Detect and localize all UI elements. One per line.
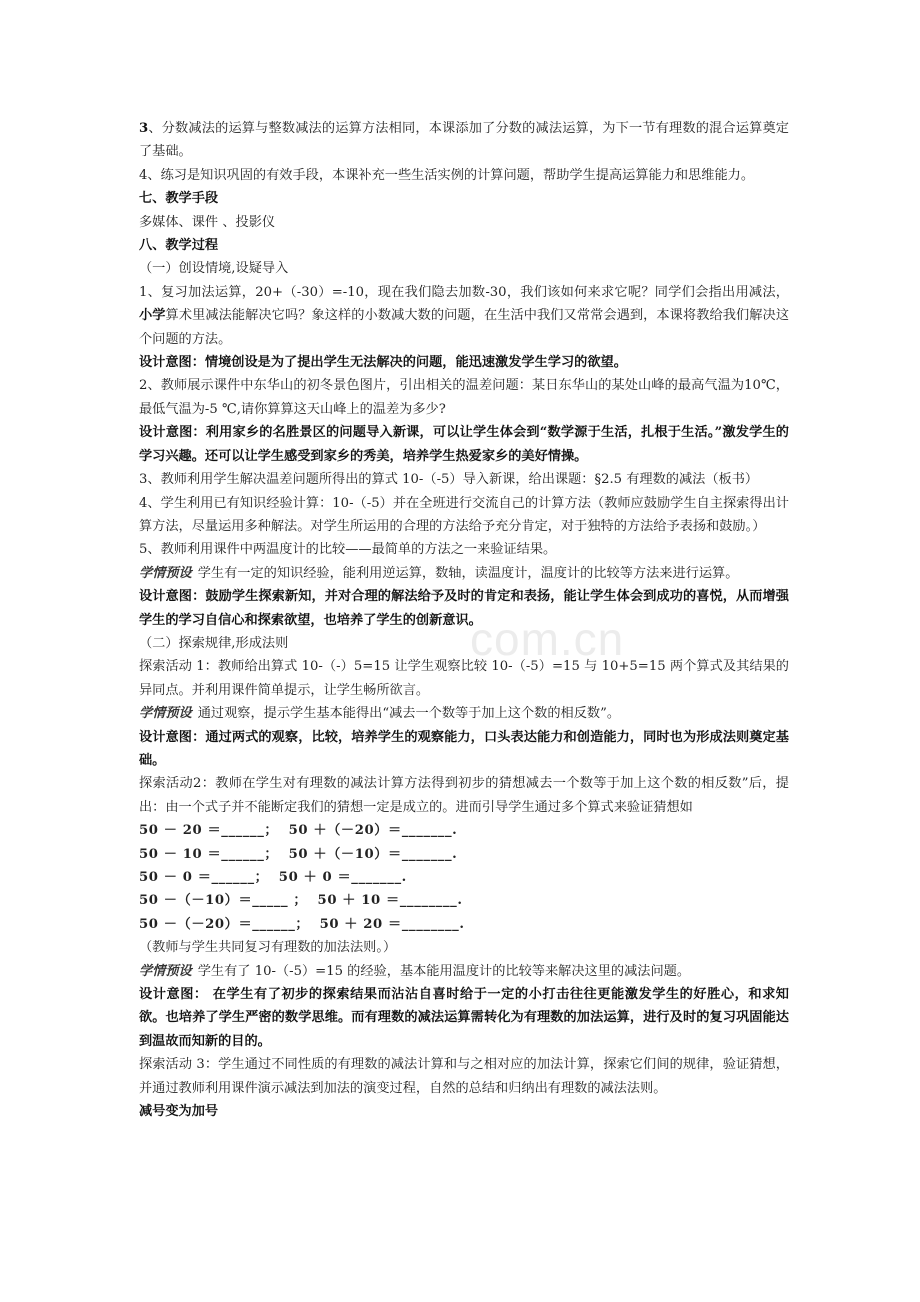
design-intent: 设计意图：鼓励学生探索新知，并对合理的解法给予及时的肯定和表扬，能让学生体会到成功的喜悦，从而增强学生的学习自信心和探索欲望，也培养了学生的创新意识。: [139, 589, 789, 628]
paragraph: 探索活动 3：学生通过不同性质的有理数的减法计算和与之相对应的加法计算，探索它们间的规律，验证猜想，并通过教师利用课件演示减法到加法的演变过程，自然的总结和归纳出有理数的减法法则。: [139, 1057, 789, 1096]
exercise-expression: 50 －（－10）＝_____ ； 50 ＋ 10 ＝________.: [139, 893, 463, 909]
prediction-text: 学生有一定的知识经验，能利用逆运算，数轴，读温度计，温度计的比较等方法来进行运算。: [197, 565, 739, 581]
paragraph: （一）创设情境,设疑导入: [139, 261, 289, 277]
learning-prediction: [139, 562, 789, 585]
paragraph: 3、教师利用学生解决温差问题所得出的算式 10-（-5）导入新课，给出课题：§2.5 有理数的减法（板书）: [139, 472, 759, 488]
design-intent: 设计意图：情境创设是为了提出学生无法解决的问题，能迅速激发学生学习的欲望。: [139, 355, 627, 371]
paragraph: 多媒体、课件 、投影仪: [139, 214, 276, 230]
learning-prediction: [139, 702, 789, 725]
paragraph-segment: 算术里减法能解决它吗？象这样的小数减大数的问题，在生活中我们又常常会遇到，本课将教给我们解决这个问题的方法。: [139, 308, 790, 347]
section-heading: 八、教学过程: [139, 238, 219, 254]
exercise-expression: 50 － 20 ＝______； 50 ＋（－20）＝_______.: [139, 823, 458, 839]
exercise-expression: 50 － 0 ＝______； 50 ＋ 0 ＝_______.: [139, 870, 407, 885]
design-intent: 设计意图：利用家乡的名胜景区的问题导入新课，可以让学生体会到“数学源于生活，扎根于生活。”激发学生的学习兴趣。还可以让学生感受到家乡的秀美，培养学生热爱家乡的美好情操。: [139, 425, 789, 464]
paragraph: （二）探索规律,形成法则: [139, 635, 289, 651]
learning-prediction: [139, 960, 789, 983]
section-heading: 七、教学手段: [139, 191, 219, 207]
design-intent: 设计意图： 在学生有了初步的探索结果而沾沾自喜时给于一定的小打击往往更能激发学生的好胜心，和求知欲。也培养了学生严密的数学思维。而有理数的减法运算需转化为有理数的加法运算，进行及时的复习巩固能达到温故而知新的目的。: [139, 987, 789, 1049]
watermark: com.cn: [470, 613, 625, 665]
paragraph: 探索活动 1：教师给出算式 10-（-）5=15 让学生观察比较 10-（-5）=15 与 10+5=15 两个算式及其结果的异同点。并利用课件简单提示，让学生畅所欲言。: [139, 659, 789, 698]
paragraph-segment: 1、复习加法运算，20+（-30）=-10，现在我们隐去加数-30，我们该如何来求它呢？同学们会指出用减法，: [139, 284, 789, 300]
paragraph: [139, 117, 789, 164]
prediction-label: 学情预设: [139, 706, 192, 722]
prediction-text: 通过观察，提示学生基本能得出“减去一个数等于加上这个数的相反数”。: [197, 706, 621, 722]
paragraph: 4、练习是知识巩固的有效手段，本课补充一些生活实例的计算问题，帮助学生提高运算能力和思维能力。: [139, 167, 755, 183]
paragraph: 2、教师展示课件中东华山的初冬景色图片，引出相关的温差问题：某日东华山的某处山峰的最高气温为10℃，最低气温为-5 ℃,请你算算这天山峰上的温差为多少?: [139, 378, 789, 417]
paragraph-segment: 小学: [139, 308, 166, 324]
paragraph: 5、教师利用课件中两温度计的比较——最简单的方法之一来验证结果。: [139, 542, 557, 558]
document-body: [139, 117, 789, 1123]
exercise-expression: 50 － 10 ＝______； 50 ＋（－10）＝_______.: [139, 846, 458, 862]
prediction-label: 学情预设: [139, 963, 192, 979]
exercise-expression: 50 －（－20）＝______； 50 ＋ 20 ＝________.: [139, 916, 465, 932]
paragraph: 探索活动2：教师在学生对有理数的减法计算方法得到初步的猜想减去一个数等于加上这个数的相反数”后，提出：由一个式子并不能断定我们的猜想一定是成立的。进而引导学生通过多个算式来验证猜想如: [139, 776, 789, 815]
paragraph: [139, 281, 789, 351]
prediction-text: 学生有了 10-（-5）=15 的经验，基本能用温度计的比较等来解决这里的减法问题。: [197, 963, 691, 979]
paragraph: 4、学生利用已有知识经验计算：10-（-5）并在全班进行交流自己的计算方法（教师应鼓励学生自主探索得出计算方法，尽量运用多种解法。对学生所运用的合理的方法给予充分肯定，对于独特的方法给予表扬和鼓励。）: [139, 495, 789, 534]
paragraph-segment: 、分数减法的运算与整数减法的运算方法相同，本课添加了分数的减法运算，为下一节有理数的混合运算奠定了基础。: [139, 121, 789, 160]
prediction-label: 学情预设: [139, 565, 192, 581]
paragraph-segment: 3: [139, 121, 149, 136]
design-intent: 设计意图：通过两式的观察，比较，培养学生的观察能力，口头表达能力和创造能力，同时也为形成法则奠定基础。: [139, 729, 789, 768]
paragraph: （教师与学生共同复习有理数的加法法则。）: [139, 940, 397, 956]
section-heading: 减号变为加号: [139, 1104, 219, 1120]
